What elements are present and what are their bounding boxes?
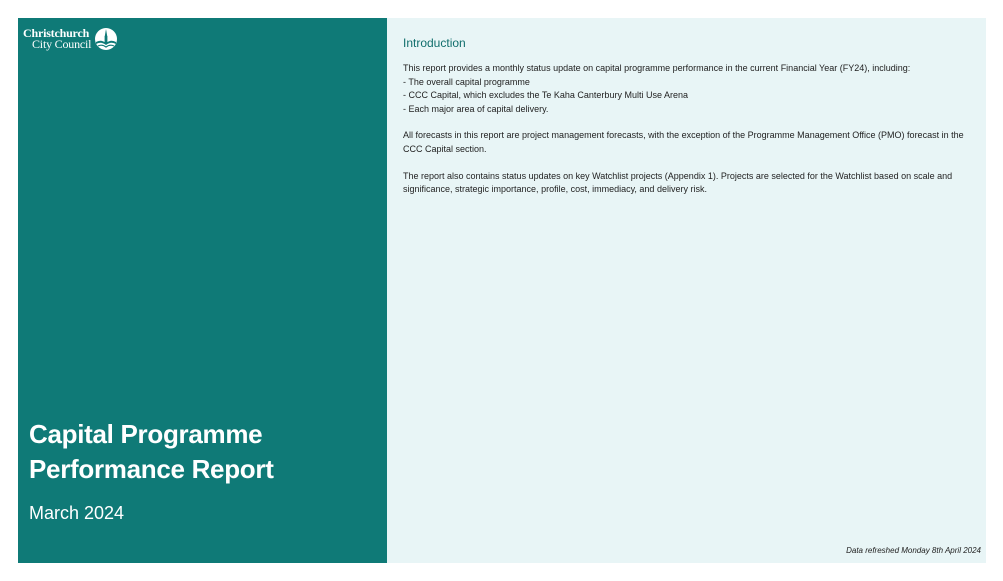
logo-text xyxy=(23,28,91,50)
cover-panel xyxy=(18,18,387,563)
report-title-line-1: Capital Programme xyxy=(29,419,263,449)
intro-paragraph-1 xyxy=(403,62,970,116)
intro-paragraph-2: All forecasts in this report are project management forecasts, with the exception of the Programme Management Office (PMO) forecast in the CCC Capital section. xyxy=(403,130,964,154)
report-title-line-2: Performance Report xyxy=(29,454,274,484)
intro-bullet-3: - Each major area of capital delivery. xyxy=(403,103,549,114)
report-title xyxy=(29,417,274,487)
data-refresh-note: Data refreshed Monday 8th April 2024 xyxy=(846,546,981,555)
logo-line-2: City Council xyxy=(32,37,92,51)
ccc-cathedral-logo-icon xyxy=(94,27,118,51)
report-date: March 2024 xyxy=(29,503,125,523)
intro-bullet-1: - The overall capital programme xyxy=(403,76,530,87)
intro-paragraph-3: The report also contains status updates on key Watchlist projects (Appendix 1). Projects are selected for the Watchlist based on scale and significance, strategic importance, profile, cost, immediacy, and delivery risk. xyxy=(403,170,953,195)
introduction-heading: Introduction xyxy=(403,36,466,50)
intro-paragraph-1-text: This report provides a monthly status update on capital programme performance in the current Financial Year (FY24), including: xyxy=(403,63,911,73)
council-logo xyxy=(23,27,118,51)
introduction-panel xyxy=(387,18,986,563)
intro-bullet-2: - CCC Capital, which excludes the Te Kaha Canterbury Multi Use Arena xyxy=(403,90,688,101)
logo-line-1: Christchurch xyxy=(23,26,90,40)
